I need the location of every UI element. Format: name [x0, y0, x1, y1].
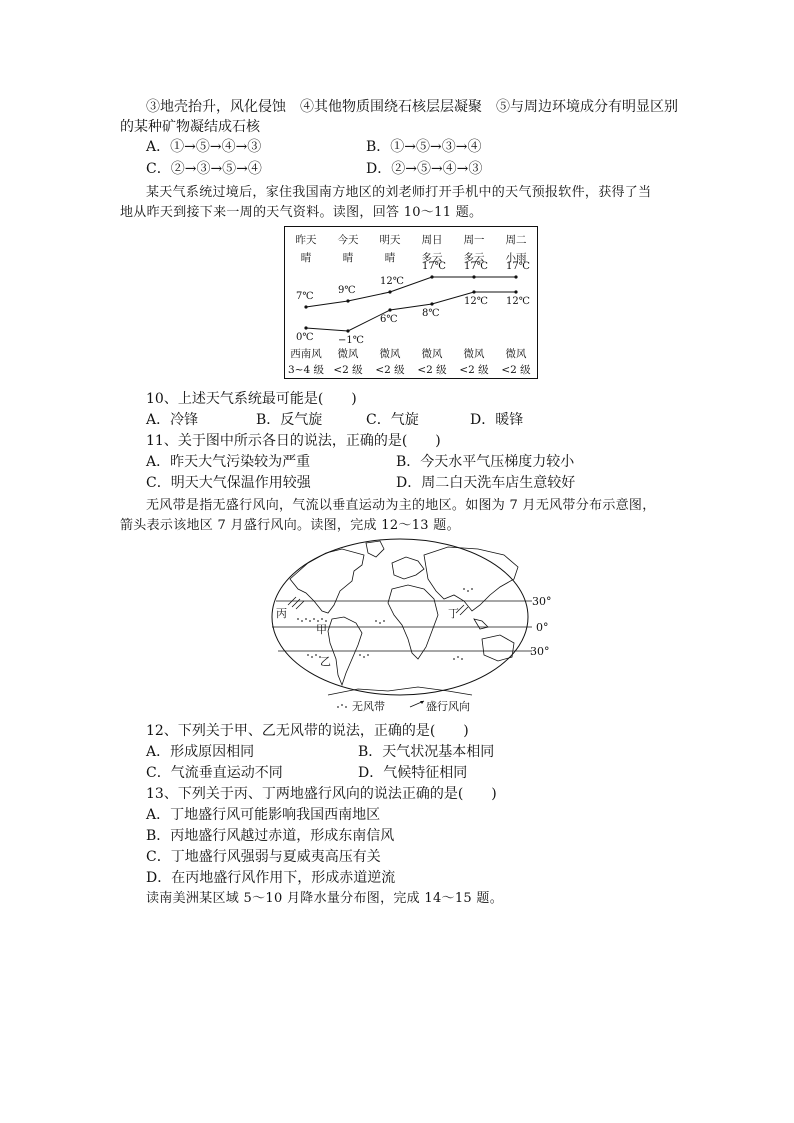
low-temp-point	[388, 308, 391, 311]
lat-equator-label: 0°	[536, 621, 549, 634]
low-temp-label: 6℃	[380, 314, 398, 325]
label-yi: 乙	[320, 655, 331, 668]
lat-30n-label: 30°	[532, 595, 552, 608]
q12-option-b: B．天气状况基本相同	[358, 744, 495, 760]
q12-option-a: A．形成原因相同	[146, 744, 255, 760]
wind-direction-label: 微风	[421, 348, 443, 360]
low-temp-label: −1℃	[338, 335, 364, 346]
low-temp-point	[514, 290, 517, 293]
high-temp-label: 17℃	[464, 261, 488, 272]
wind-direction-label: 微风	[463, 348, 485, 360]
q11-stem: 11、关于图中所示各日的说法，正确的是( )	[146, 433, 441, 449]
wind-direction-label: 微风	[337, 348, 359, 360]
high-temp-point	[346, 299, 349, 302]
lat-30s-label: 30°	[530, 645, 550, 658]
q9-option-b: B．①→⑤→③→④	[366, 139, 482, 155]
day-label: 明天	[379, 234, 401, 246]
condition-label: 晴	[384, 252, 396, 264]
temperature-lines	[285, 227, 539, 380]
low-temp-point	[472, 290, 475, 293]
high-temp-label: 7℃	[296, 291, 314, 302]
passage2-line-2: 箭头表示该地区 7 月盛行风向。读图，完成 12～13 题。	[120, 518, 460, 533]
q10-option-a: A．冷锋	[146, 412, 199, 428]
q13-stem: 13、下列关于丙、丁两地盛行风向的说法正确的是( )	[146, 786, 497, 802]
statement-line-1: ③地壳抬升，风化侵蚀 ④其他物质围绕石核层层凝聚 ⑤与周边环境成分有明显区别	[146, 99, 678, 115]
q11-option-d: D．周二白天洗车店生意较好	[396, 475, 576, 491]
q11-option-b: B．今天水平气压梯度力较小	[396, 454, 575, 470]
condition-label: 小雨	[505, 252, 527, 264]
label-ding: 丁	[448, 607, 459, 620]
high-temp-label: 12℃	[380, 276, 404, 287]
wind-direction-label: 微风	[505, 348, 527, 360]
high-temp-point	[304, 305, 307, 308]
q10-option-d: D．暖锋	[470, 412, 524, 428]
wind-level-label: 3~4 级	[288, 364, 324, 376]
high-temp-point	[388, 290, 391, 293]
condition-label: 多云	[421, 252, 443, 264]
q10-option-b: B．反气旋	[256, 412, 323, 428]
low-temp-label: 12℃	[506, 296, 530, 307]
wind-level-label: <2 级	[375, 364, 405, 376]
low-temp-point	[304, 326, 307, 329]
high-temp-label: 17℃	[422, 261, 446, 272]
legend-prevailing-wind: 盛行风向	[426, 700, 470, 713]
low-temp-point	[430, 302, 433, 305]
wind-direction-label: 西南风	[290, 348, 322, 360]
q13-option-c: C．丁地盛行风强弱与夏威夷高压有关	[146, 849, 381, 865]
low-temp-label: 0℃	[296, 332, 314, 343]
q12-option-d: D．气候特征相同	[358, 765, 468, 781]
q13-option-a: A．丁地盛行风可能影响我国西南地区	[146, 807, 381, 823]
wind-direction-label: 微风	[379, 348, 401, 360]
q12-stem: 12、下列关于甲、乙无风带的说法，正确的是( )	[146, 723, 469, 739]
day-label: 周一	[463, 234, 485, 246]
high-temp-point	[430, 275, 433, 278]
q10-option-c: C．气旋	[366, 412, 419, 428]
high-temp-point	[514, 275, 517, 278]
low-temp-label: 12℃	[464, 296, 488, 307]
q11-option-a: A．昨天大气污染较为严重	[146, 454, 311, 470]
passage3-line-1: 读南美洲某区域 5～10 月降水量分布图，完成 14～15 题。	[146, 891, 504, 906]
q13-option-b: B．丙地盛行风越过赤道，形成东南信风	[146, 828, 395, 844]
high-temp-point	[472, 275, 475, 278]
q9-option-a: A．①→⑤→④→③	[146, 139, 262, 155]
statement-line-2: 的某种矿物凝结成石核	[120, 119, 260, 135]
calm-belt-world-map	[268, 535, 558, 719]
passage2-line-1: 无风带是指无盛行风向，气流以垂直运动为主的地区。如图为 7 月无风带分布示意图，	[146, 498, 656, 513]
label-jia: 甲	[316, 623, 327, 636]
wind-level-label: <2 级	[459, 364, 489, 376]
day-label: 周日	[421, 234, 443, 246]
q9-option-d: D．②→⑤→④→③	[366, 161, 483, 177]
label-bing: 丙	[276, 607, 287, 620]
q13-option-d: D．在丙地盛行风作用下，形成赤道逆流	[146, 870, 396, 886]
day-label: 周二	[505, 234, 527, 246]
weather-forecast-table	[284, 226, 538, 379]
wind-level-label: <2 级	[417, 364, 447, 376]
legend-calm-belt: 无风带	[352, 700, 385, 713]
wind-level-label: <2 级	[501, 364, 531, 376]
condition-label: 晴	[342, 252, 354, 264]
high-temp-label: 17℃	[506, 261, 530, 272]
wind-level-label: <2 级	[333, 364, 363, 376]
q11-option-c: C．明天大气保温作用较强	[146, 475, 311, 491]
passage1-line-1: 某天气系统过境后，家住我国南方地区的刘老师打开手机中的天气预报软件，获得了当	[146, 185, 652, 200]
q10-stem: 10、上述天气系统最可能是( )	[146, 391, 357, 407]
low-temp-label: 8℃	[422, 308, 440, 319]
day-label: 今天	[337, 234, 359, 246]
q9-option-c: C．②→③→⑤→④	[146, 161, 262, 177]
q12-option-c: C．气流垂直运动不同	[146, 765, 283, 781]
low-temp-point	[346, 329, 349, 332]
high-temp-label: 9℃	[338, 285, 356, 296]
day-label: 昨天	[295, 234, 317, 246]
condition-label: 晴	[300, 252, 312, 264]
condition-label: 多云	[463, 252, 485, 264]
passage1-line-2: 地从昨天到接下来一周的天气资料。读图，回答 10～11 题。	[120, 205, 483, 220]
